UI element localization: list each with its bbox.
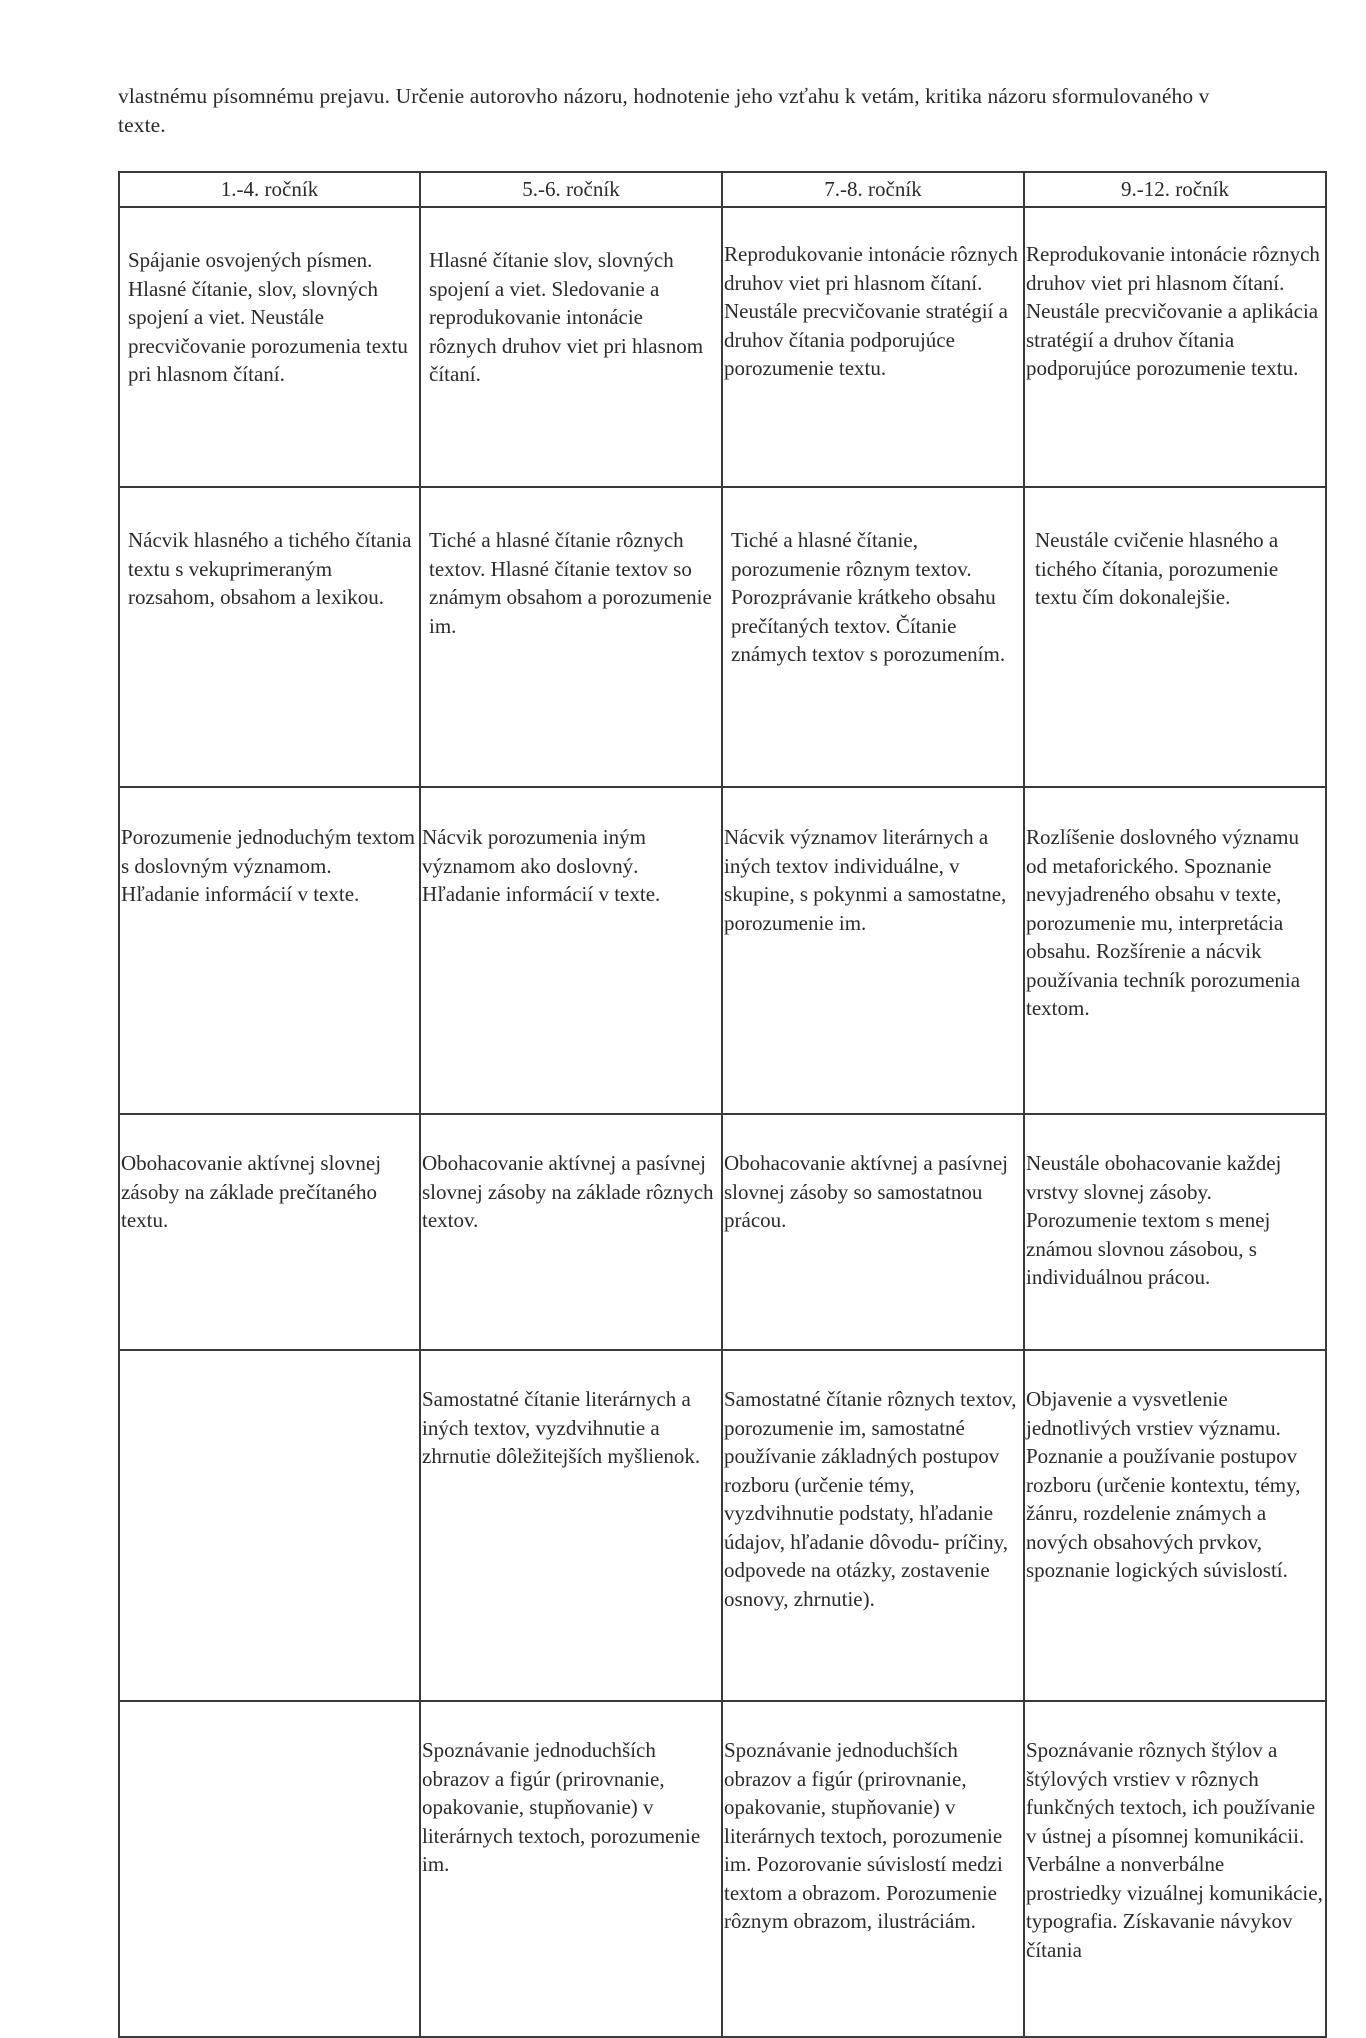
table-cell (420, 1701, 722, 2037)
curriculum-table (118, 171, 1327, 2038)
header-grade-9-12: 9.-12. ročník (1024, 172, 1326, 207)
table-cell (420, 1350, 722, 1701)
cell-text: Hlasné čítanie slov, slovných spojení a viet. Sledovanie a reprodukovanie intonácie rôznych druhov viet pri hlasnom čítaní. (429, 248, 704, 386)
cell-text: Tiché a hlasné čítanie, porozumenie rôznym textov. Porozprávanie krátkeho obsahu prečítaných textov. Čítanie známych textov s porozumením. (731, 528, 1006, 666)
cell-text: Spoznávanie jednoduchších obrazov a figúr (prirovnanie, opakovanie, stupňovanie) v literárnych textoch, porozumenie im. Pozorovanie súvislostí medzi textom a obrazom. Porozumenie rôznym obrazom, ilustráciám. (724, 1738, 1003, 1933)
table-row (119, 207, 1326, 487)
table-cell (722, 1350, 1024, 1701)
table-row (119, 1114, 1326, 1350)
table-header-row (119, 172, 1326, 207)
cell-text: Nácvik hlasného a tichého čítania textu s vekuprimeraným rozsahom, obsahom a lexikou. (128, 528, 412, 609)
table-row (119, 1350, 1326, 1701)
cell-text: Obohacovanie aktívnej slovnej zásoby na základe prečítaného textu. (121, 1151, 382, 1232)
cell-text: Nácvik porozumenia iným významom ako doslovný. Hľadanie informácií v texte. (422, 825, 661, 906)
table-cell (1024, 207, 1326, 487)
table-cell (119, 1114, 420, 1350)
cell-text: Spoznávanie jednoduchších obrazov a figúr (prirovnanie, opakovanie, stupňovanie) v literárnych textoch, porozumenie im. (422, 1738, 701, 1876)
table-cell (119, 207, 420, 487)
table-cell-empty (119, 1350, 420, 1701)
table-row (119, 1701, 1326, 2037)
table-cell (119, 487, 420, 787)
table-cell (1024, 1114, 1326, 1350)
header-grade-1-4: 1.-4. ročník (119, 172, 420, 207)
table-cell (420, 1114, 722, 1350)
cell-text: Objavenie a vysvetlenie jednotlivých vrstiev významu. Poznanie a používanie postupov rozboru (určenie kontextu, témy, žánru, rozdelenie známych a nových obsahových prvkov, spoznanie logických súvislostí. (1026, 1387, 1301, 1582)
table-row (119, 787, 1326, 1114)
table-cell (722, 207, 1024, 487)
table-cell (1024, 1701, 1326, 2037)
cell-text: Neustále cvičenie hlasného a tichého čítania, porozumenie textu čím dokonalejšie. (1035, 528, 1279, 609)
cell-text: Spoznávanie rôznych štýlov a štýlových vrstiev v rôznych funkčných textoch, ich používanie v ústnej a písomnej komunikácii. Verbálne a nonverbálne prostriedky vizuálnej komunikácie, typografia. Získavanie návykov čítania (1026, 1738, 1323, 1962)
table-row (119, 487, 1326, 787)
cell-text: Samostatné čítanie rôznych textov, porozumenie im, samostatné používanie základných postupov rozboru (určenie témy, vyzdvihnutie podstaty, hľadanie údajov, hľadanie dôvodu- príčiny, odpovede na otázky, zostavenie osnovy, zhrnutie). (724, 1387, 1017, 1611)
table-cell (722, 1114, 1024, 1350)
header-grade-7-8: 7.-8. ročník (722, 172, 1024, 207)
cell-text: Neustále obohacovanie každej vrstvy slovnej zásoby. Porozumenie textom s menej známou slovnou zásobou, s individuálnou prácou. (1026, 1151, 1282, 1289)
table-cell (722, 487, 1024, 787)
table-cell-empty (119, 1701, 420, 2037)
table-cell (1024, 1350, 1326, 1701)
table-cell (722, 1701, 1024, 2037)
cell-text: Reprodukovanie intonácie rôznych druhov viet pri hlasnom čítaní. Neustále precvičovanie stratégií a druhov čítania podporujúce porozumenie textu. (724, 242, 1018, 380)
table-cell (420, 207, 722, 487)
cell-text: Obohacovanie aktívnej a pasívnej slovnej zásoby na základe rôznych textov. (422, 1151, 714, 1232)
cell-text: Samostatné čítanie literárnych a iných textov, vyzdvihnutie a zhrnutie dôležitejších myšlienok. (422, 1387, 701, 1468)
cell-text: Rozlíšenie doslovného významu od metaforického. Spoznanie nevyjadreného obsahu v texte, porozumenie mu, interpretácia obsahu. Rozšírenie a nácvik používania techník porozumenia textom. (1026, 825, 1301, 1020)
header-grade-5-6: 5.-6. ročník (420, 172, 722, 207)
cell-text: Obohacovanie aktívnej a pasívnej slovnej zásoby so samostatnou prácou. (724, 1151, 1008, 1232)
cell-text: Tiché a hlasné čítanie rôznych textov. Hlasné čítanie textov so známym obsahom a porozumenie im. (429, 528, 712, 638)
cell-text: Reprodukovanie intonácie rôznych druhov viet pri hlasnom čítaní. Neustále precvičovanie a aplikácia stratégií a druhov čítania podporujúce porozumenie textu. (1026, 242, 1320, 380)
cell-text: Spájanie osvojených písmen. Hlasné čítanie, slov, slovných spojení a viet. Neustále precvičovanie porozumenia textu pri hlasnom čítaní. (128, 248, 408, 386)
cell-text: Nácvik významov literárnych a iných textov individuálne, v skupine, s pokynmi a samostatne, porozumenie im. (724, 825, 1007, 935)
table-cell (722, 787, 1024, 1114)
cell-text: Porozumenie jednoduchým textom s doslovným významom. Hľadanie informácií v texte. (121, 825, 415, 906)
table-cell (420, 487, 722, 787)
table-cell (1024, 787, 1326, 1114)
intro-paragraph: vlastnému písomnému prejavu. Určenie autorovho názoru, hodnotenie jeho vzťahu k vetám, kritika názoru sformulovaného v texte. (118, 84, 1210, 137)
table-cell (119, 787, 420, 1114)
table-cell (1024, 487, 1326, 787)
table-cell (420, 787, 722, 1114)
